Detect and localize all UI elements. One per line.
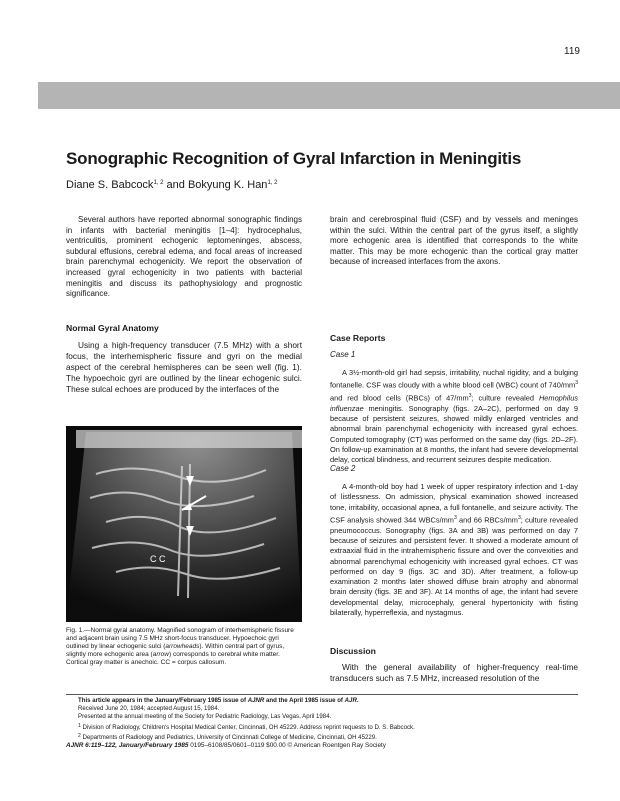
case-1-part-c: ; culture revealed [471,393,539,403]
author-1: Diane S. Babcock [66,179,154,191]
footnote-divider [66,694,578,695]
case-1-sup-1: 3 [575,380,578,387]
footnote-line-5 [78,732,578,742]
footnote-1-a: This article appears in the January/February 1985 issue of [78,697,248,704]
sonogram-image [66,426,302,622]
case-2-sup-1: 3 [453,514,457,521]
case-2-label: Case 2 [330,464,356,473]
case-1-sup-2: 3 [468,393,472,400]
abstract-text: Several authors have reported abnormal sonographic findings in infants with bacterial meningitis [1–4]: hydrocephalus, ventriculitis, prominent echogenic leptomeninges, abscess, subdural effusions, cerebral edema, and focal areas of increased brain parenchymal echogenicity. We report the observation of increased gyral echogenicity in two patients with bacterial meningitis and discuss its pathophysiology and prognostic significance. [66,215,302,299]
discussion-section [330,662,578,684]
case-2-part-a: A 4-month-old boy had 1 week of upper respiratory infection and 1-day of listlessness. On admission, physical examination showed increased tone, irritability, occasional apnea, a full fontanelle, and seizure activity. The CSF analysis showed 344 WBCs/mm [330,482,578,525]
abstract [66,215,302,300]
footnote-line-2: Received June 20, 1984; accepted August 15, 1984. [78,705,220,713]
case-2-part-b: and 66 RBCs/mm [456,515,518,525]
author-2-affiliation: 1, 2 [267,180,278,186]
right-intro-text: brain and cerebrospinal fluid (CSF) and by vessels and meninges within the sulci. Within the central part of the gyrus itself, a slightly more echogenic area is identified that corresponds to the white matter. This may be more echogenic than the cortical gray matter because of increased interfaces from the axons. [330,215,578,267]
footnote-line-3: Presented at the annual meeting of the Society for Pediatric Radiology, Las Vegas, April 1984. [78,713,332,721]
case-1-part-a: A 3½-month-old girl had sepsis, irritability, nuchal rigidity, and a bulging fontanelle. CSF was cloudy with a white blood cell (WBC) count of 740/mm [330,368,578,390]
author-1-affiliation: 1, 2 [153,180,164,186]
footnote-1-journal-b: AJR [344,697,357,704]
footnote-1-e: . [356,697,359,704]
case-2-part-c: ; culture revealed pneumococcus. Sonography (figs. 3A and 3B) was performed on day 7 because of seizures and persistent fever. It showed a moderate amount of extraaxial fluid in the intrahemispheric fissure and over the convexities and abnormal parenchymal echogenicity with increased gyral echoes. CT was performed on day 9 (figs. 3C and 3D). After treatment, a follow-up examination 2 months later showed diffuse brain atrophy and abnormal brain density (figs. 3E and 3F). At 14 months of age, the infant had severe developmental delay, microcephaly, general hypertonicity with fisting bilaterally, hyperreflexia, and nystagmus. [330,515,578,618]
citation-rest: 0195–6108/85/0601–0119 $00.00 © American Roentgen Ray Society [188,742,386,749]
figure-caption [66,627,302,667]
caption-arrowheads: arrowheads [165,643,200,651]
footnote-1-journal-a: AJNR [247,697,265,704]
sonogram-figure [66,426,302,622]
caption-part-1: Fig. 1.—Normal gyral anatomy. Magnified sonogram of interhemispheric fissure and adjacent brain using 7.5 MHz short-focus transducer. Hypoechoic gyri outlined by linear echogenic sulci ( [66,627,294,651]
journal-citation [66,742,386,749]
normal-anatomy-heading: Normal Gyral Anatomy [66,323,159,333]
caption-part-3: ) corresponds to cerebral white matter. Cortical gray matter is anechoic. CC = corpus callosum. [66,651,280,667]
article-title: Sonographic Recognition of Gyral Infarction in Meningitis [66,149,522,168]
case-reports-heading: Case Reports [330,333,386,343]
case-2-sup-2: 3 [517,514,521,521]
footnote-5-text: Departments of Radiology and Pediatrics, University of Cincinnati College of Medicine, Cincinnati, OH 45229. [80,733,377,741]
normal-anatomy-text: Using a high-frequency transducer (7.5 MHz) with a short focus, the interhemispheric fissure and gyri on the medial aspect of the cerebral hemispheres can be seen well (fig. 1). The hypoechoic gyri are outlined by the linear echogenic sulci. These sulcal echoes are produced by the interfaces of the [66,340,302,394]
authors-conjunction: and [166,179,185,191]
corpus-callosum-label: C C [150,554,166,564]
footnote-5-sup: 2 [78,732,81,739]
caption-part-2: ). Within central part of gyrus, slightly more echogenic area ( [66,643,285,659]
discussion-text: With the general availability of higher-frequency real-time transducers such as 7.5 MHz, increased resolution of the [330,662,578,683]
caption-arrow: arrow [152,651,169,659]
case-1-part-b: and red blood cells (RBCs) of 47/mm [330,393,469,403]
case-1-organism: Hemophilus influenzae [330,393,578,413]
footnote-line-1 [78,697,578,705]
page-number: 119 [564,46,580,57]
footnote-4-text: Division of Radiology, Children's Hospital Medical Center, Cincinnati, OH 45229. Address reprint requests to D. S. Babcock. [80,723,415,731]
case-1-text [330,368,578,466]
header-band [38,82,620,109]
author-2: Bokyung K. Han [187,179,268,191]
footnote-4-sup: 1 [78,722,81,729]
footnote-line-4 [78,722,578,732]
footnotes [78,697,578,742]
normal-anatomy-section [66,340,302,395]
case-2-text [330,482,578,618]
authors [66,179,277,191]
right-column-intro [330,215,578,268]
case-1-part-d: meningitis. Sonography (figs. 2A–2C), performed on day 9 because of persistent seizures, showed mildly enlarged ventricles and abnormal brain parenchymal echogenicity with increased gyral echoes. Computed tomography (CT) was performed on the same day (figs. 2D–2F). On follow-up examination at 8 months, the infant had severe developmental delay, cortical blindness, and recurrent seizures despite medication. [330,403,578,465]
footnote-1-c: and the April 1985 issue of [264,697,345,704]
discussion-heading: Discussion [330,646,376,656]
citation-journal: AJNR 6:119–122, January/February 1985 [66,742,189,749]
case-1-label: Case 1 [330,350,356,359]
